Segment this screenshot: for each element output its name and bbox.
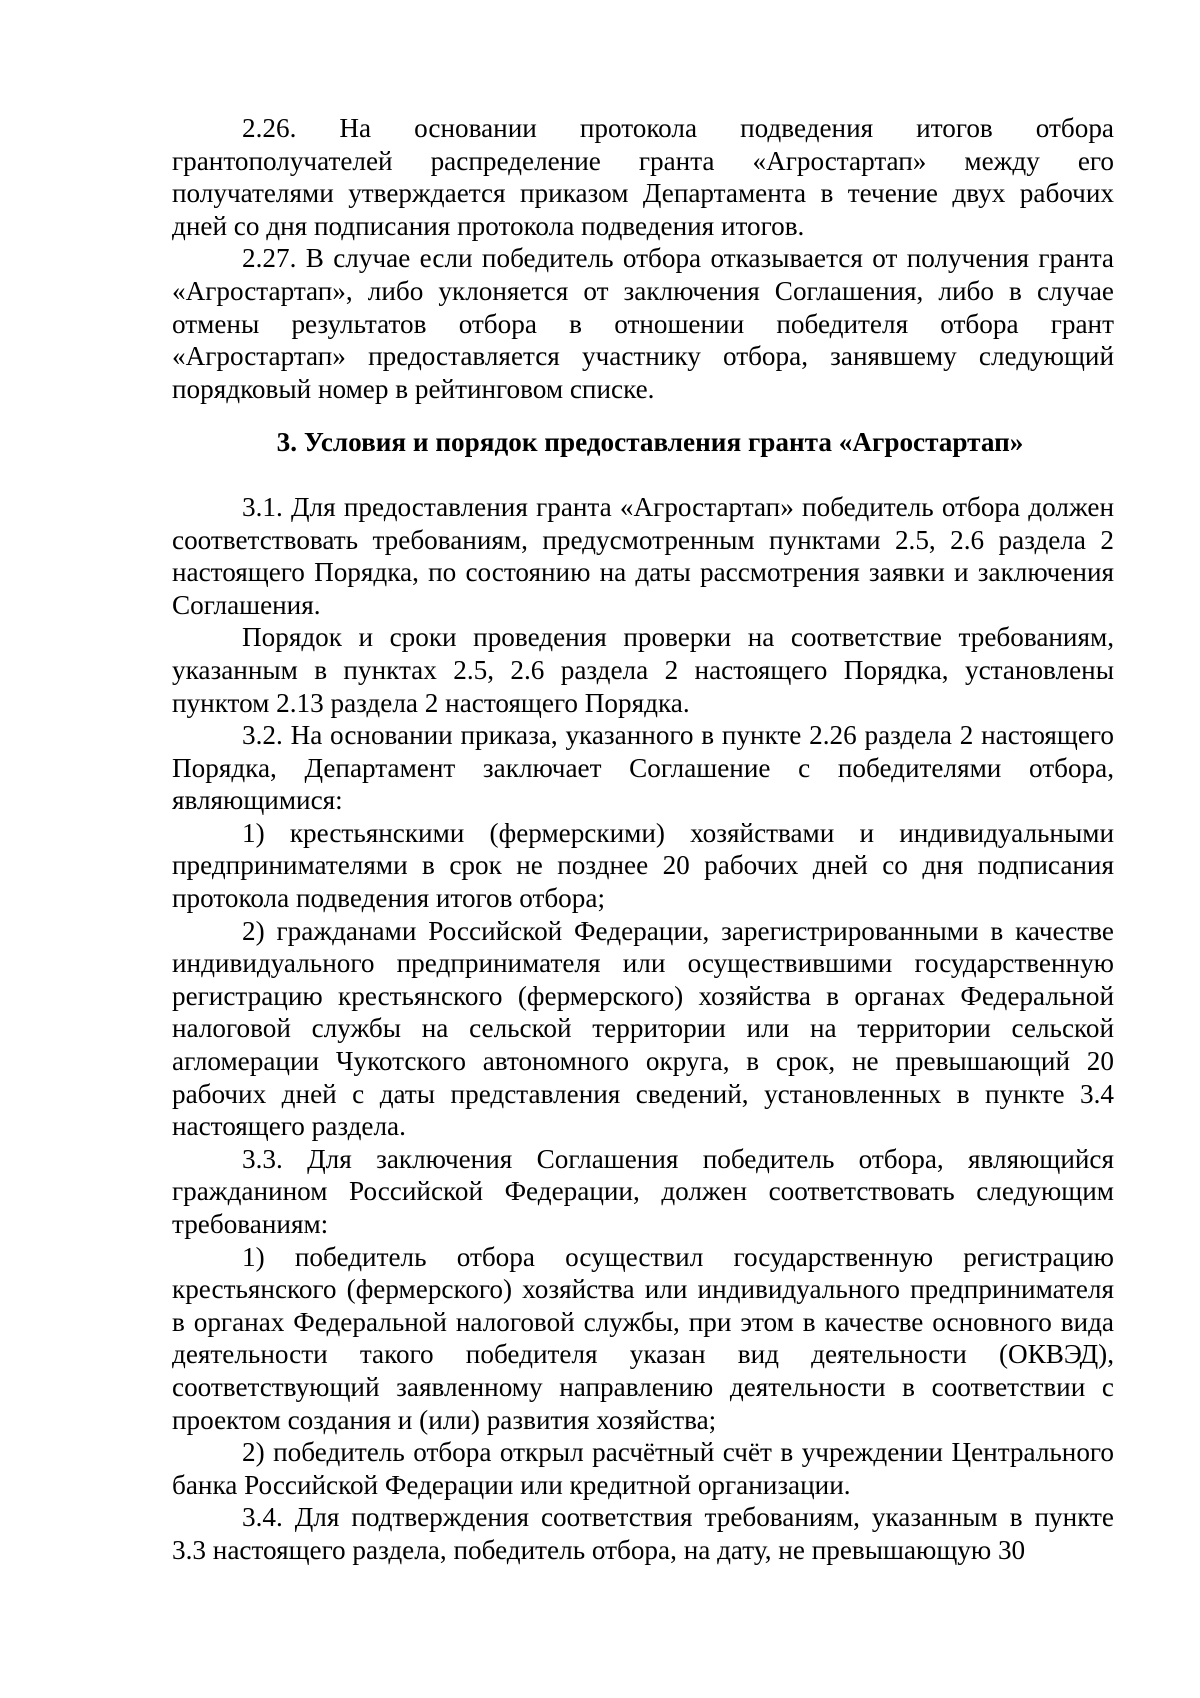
paragraph-3-3: 3.3. Для заключения Соглашения победитель отбора, являющийся гражданином Российской Федерации, должен соответствовать следующим требованиям:	[172, 1143, 1114, 1239]
section-heading: 3. Условия и порядок предоставления гранта «Агростартап»	[276, 427, 1024, 458]
paragraph-3-1: 3.1. Для предоставления гранта «Агростартап» победитель отбора должен соответствовать требованиям, предусмотренным пунктами 2.5, 2.6 раздела 2 настоящего Порядка, по состоянию на даты рассмотрения заявки и заключения Соглашения.	[172, 491, 1114, 620]
paragraph-2-27: 2.27. В случае если победитель отбора отказывается от получения гранта «Агростартап», либо уклоняется от заключения Соглашения, либо в случае отмены результатов отбора в отношении победителя отбора грант «Агростартап» предоставляется участнику отбора, занявшему следующий порядковый номер в рейтинговом списке.	[172, 243, 1114, 404]
paragraph-3-2-item-1: 1) крестьянскими (фермерскими) хозяйствами и индивидуальными предпринимателями в срок не позднее 20 рабочих дней со дня подписания протокола подведения итогов отбора;	[172, 817, 1114, 914]
paragraph-3-3-item-2: 2) победитель отбора открыл расчётный счёт в учреждении Центрального банка Российской Федерации или кредитной организации.	[172, 1437, 1114, 1500]
paragraph-2-26: 2.26. На основании протокола подведения итогов отбора грантополучателей распределение гранта «Агростартап» между его получателями утверждается приказом Департамента в течение двух рабочих дней со дня подписания протокола подведения итогов.	[172, 113, 1114, 241]
paragraph-3-4: 3.4. Для подтверждения соответствия требованиям, указанным в пункте 3.3 настоящего раздела, победитель отбора, на дату, не превышающую 30	[172, 1502, 1114, 1565]
paragraph-3-2-item-2: 2) гражданами Российской Федерации, зарегистрированными в качестве индивидуального предпринимателя или осуществившими государственную регистрацию крестьянского (фермерского) хозяйства в органах Федеральной налоговой службы на сельской территории или на территории сельской агломерации Чукотского автономного округа, в срок, не превышающий 20 рабочих дней с даты представления сведений, установленных в пункте 3.4 настоящего раздела.	[172, 915, 1114, 1142]
document-page	[172, 112, 1114, 1567]
paragraph-3-3-item-1: 1) победитель отбора осуществил государственную регистрацию крестьянского (фермерского) хозяйства или индивидуального предпринимателя в органах Федеральной налоговой службы, при этом в качестве основного вида деятельности такого победителя указан вид деятельности (ОКВЭД), соответствующий заявленному направлению деятельности в соответствии с проектом создания и (или) развития хозяйства;	[172, 1241, 1114, 1435]
paragraph-3-2: 3.2. На основании приказа, указанного в пункте 2.26 раздела 2 настоящего Порядка, Департамент заключает Соглашение с победителями отбора, являющимися:	[172, 720, 1114, 816]
paragraph-3-1-procedure: Порядок и сроки проведения проверки на соответствие требованиям, указанным в пунктах 2.5, 2.6 раздела 2 настоящего Порядка, установлены пунктом 2.13 раздела 2 настоящего Порядка.	[172, 622, 1114, 718]
